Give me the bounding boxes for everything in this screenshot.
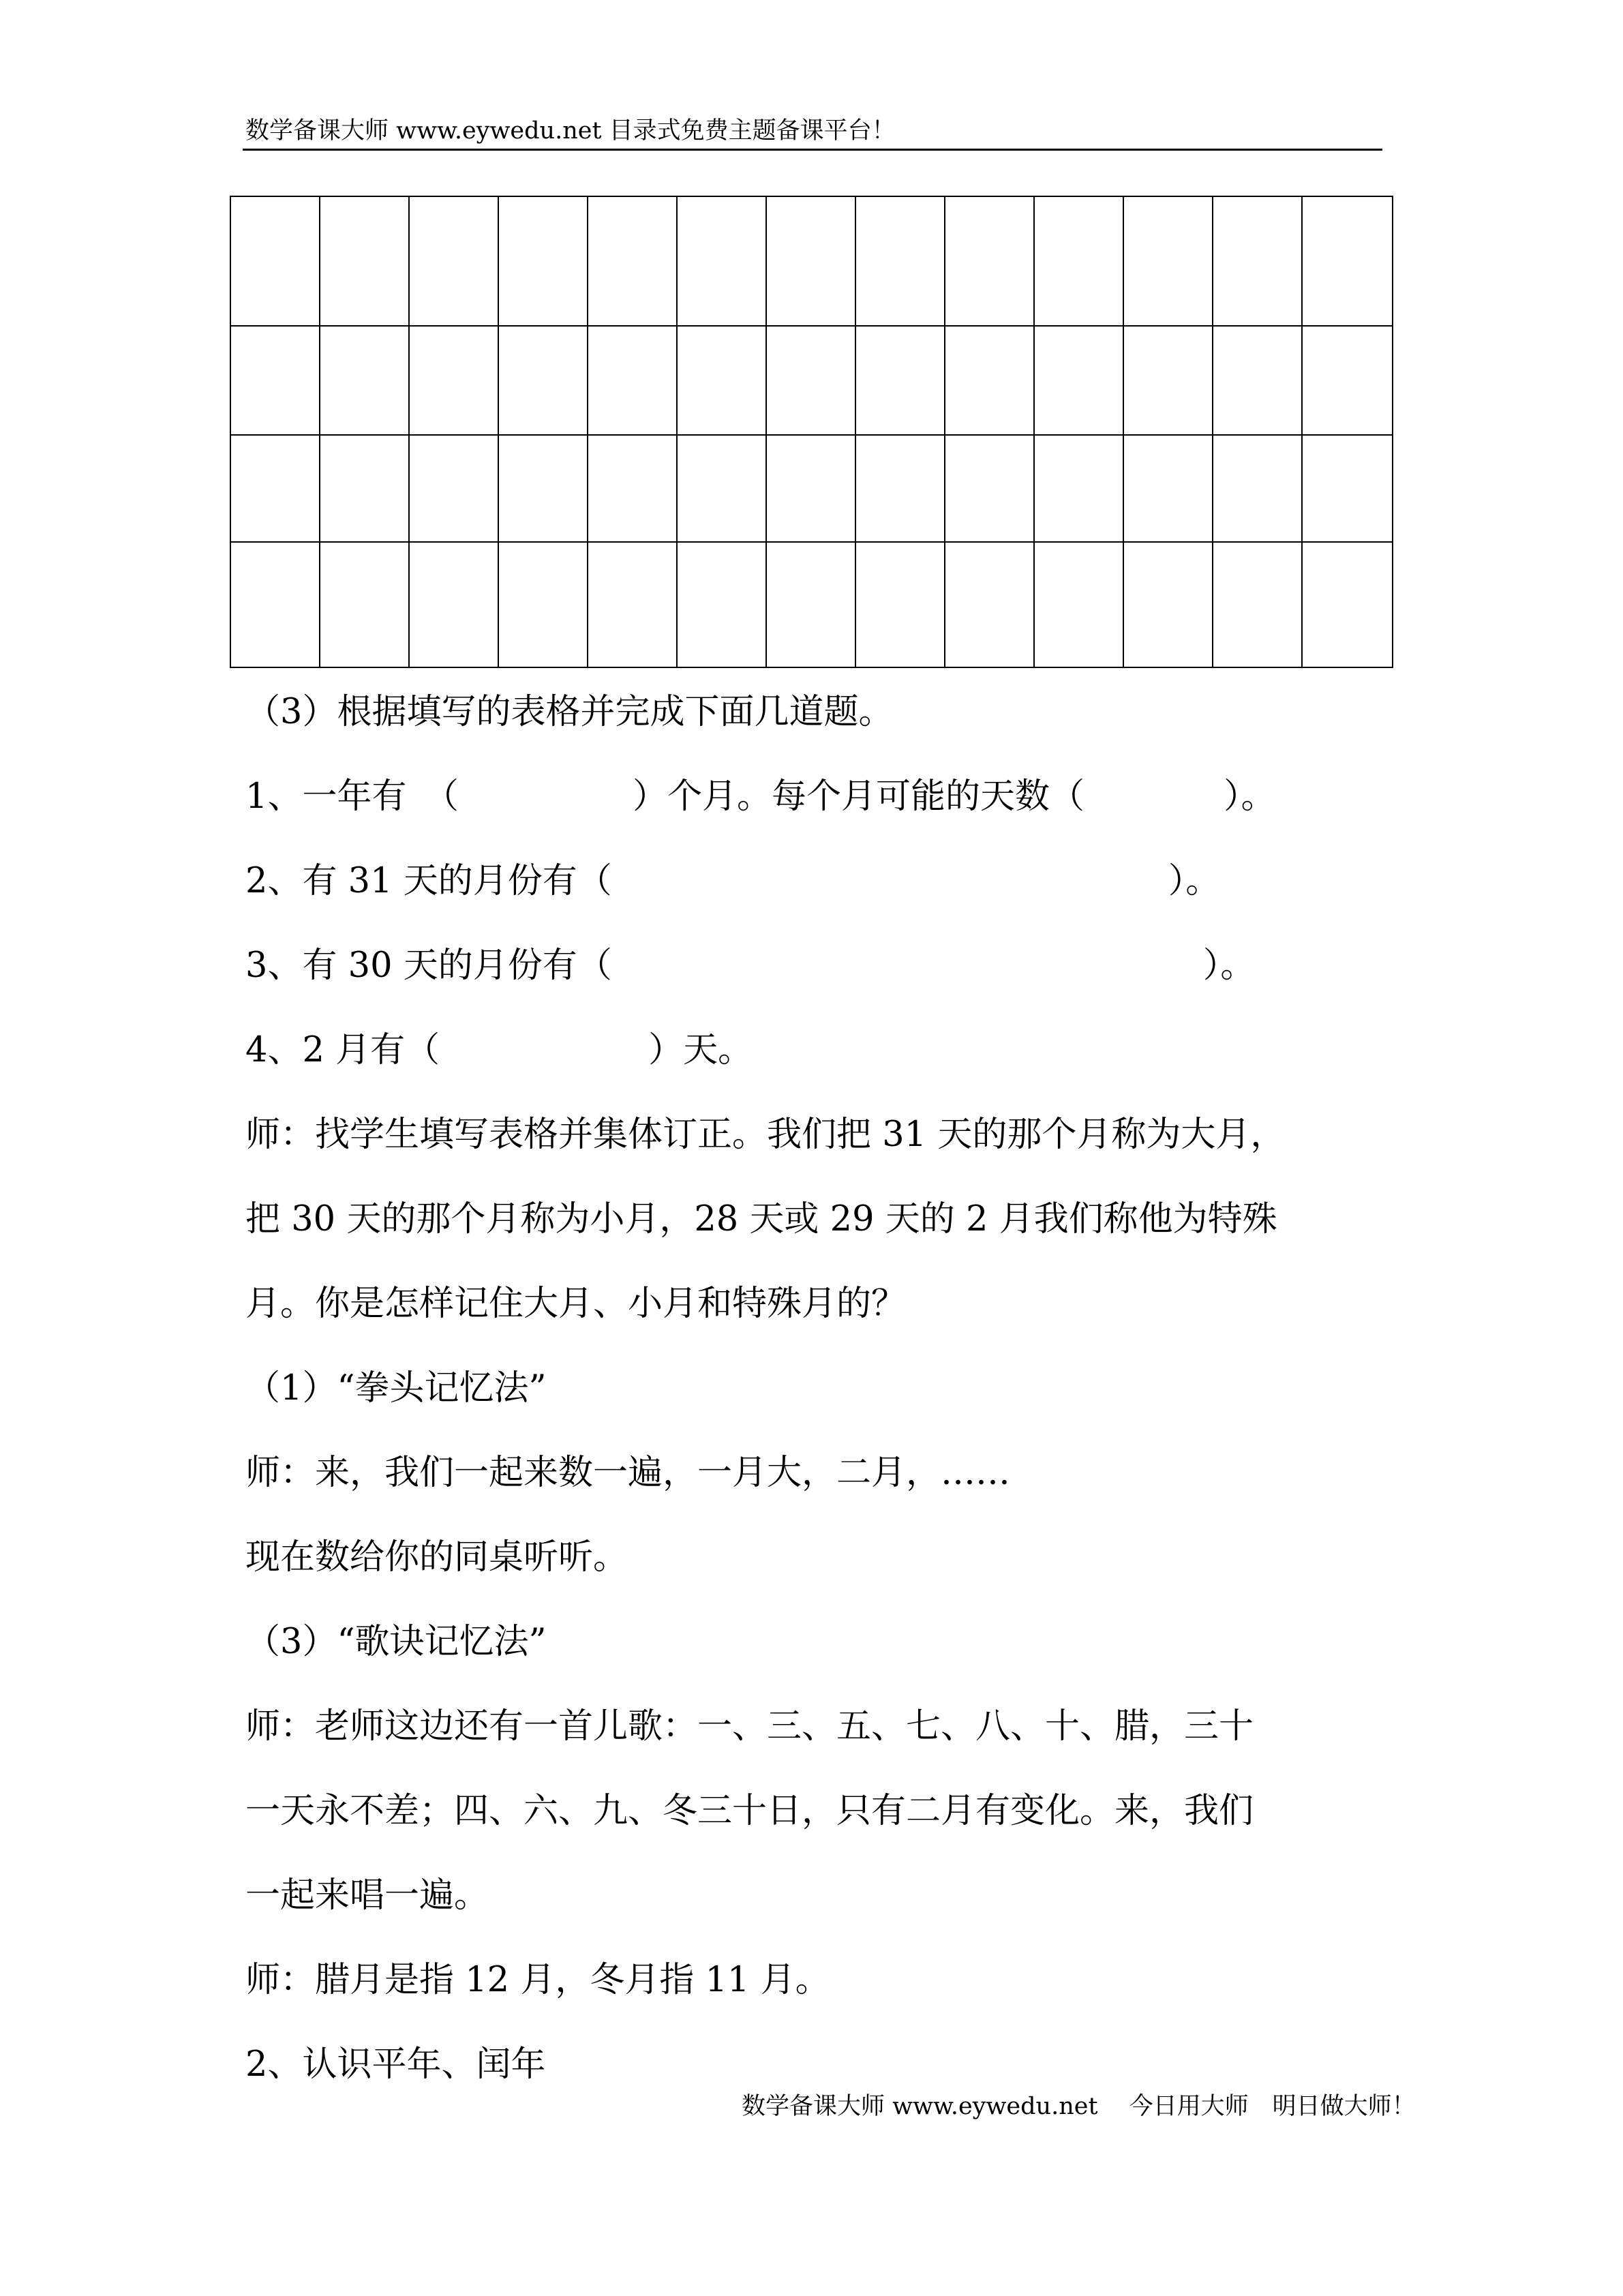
deskmate-line: 现在数给你的同桌听听。 bbox=[245, 1537, 628, 1577]
grid-cell bbox=[1302, 435, 1393, 542]
grid-cell bbox=[677, 196, 766, 326]
question-1: 1、一年有 （ ）个月。每个月可能的天数（ ）。 bbox=[245, 776, 1276, 817]
grid-cell bbox=[320, 542, 409, 667]
grid-cell bbox=[855, 542, 945, 667]
question-2: 2、有 31 天的月份有（ ）。 bbox=[245, 861, 1221, 901]
grid-cell bbox=[945, 542, 1034, 667]
grid-cell bbox=[945, 196, 1034, 326]
grid-cell bbox=[1123, 326, 1213, 435]
grid-cell bbox=[945, 435, 1034, 542]
grid-cell bbox=[1213, 196, 1302, 326]
teacher-paragraph-line-3: 月。你是怎样记住大月、小月和特殊月的？ bbox=[245, 1284, 907, 1324]
grid-cell bbox=[766, 542, 855, 667]
grid-cell bbox=[677, 435, 766, 542]
grid-cell bbox=[409, 542, 498, 667]
grid-cell bbox=[1302, 196, 1393, 326]
song-line-2: 一天永不差；四、六、九、冬三十日，只有二月有变化。来，我们 bbox=[245, 1791, 1254, 1831]
grid-cell bbox=[766, 435, 855, 542]
question-4: 4、2 月有（ ）天。 bbox=[245, 1030, 753, 1070]
grid-cell bbox=[588, 435, 677, 542]
grid-cell bbox=[1034, 542, 1123, 667]
grid-cell bbox=[1123, 435, 1213, 542]
grid-row bbox=[230, 326, 1393, 435]
grid-cell bbox=[588, 542, 677, 667]
lunar-month-note: 师：腊月是指 12 月，冬月指 11 月。 bbox=[245, 1960, 830, 2000]
grid-row bbox=[230, 542, 1393, 667]
song-line-1: 师：老师这边还有一首儿歌：一、三、五、七、八、十、腊，三十 bbox=[245, 1706, 1254, 1747]
month-days-grid bbox=[230, 196, 1393, 668]
grid-cell bbox=[230, 196, 320, 326]
grid-cell bbox=[230, 435, 320, 542]
grid-cell bbox=[409, 435, 498, 542]
teacher-paragraph-line-1: 师：找学生填写表格并集体订正。我们把 31 天的那个月称为大月， bbox=[245, 1115, 1286, 1155]
grid-cell bbox=[230, 542, 320, 667]
grid-cell bbox=[855, 326, 945, 435]
header-divider bbox=[243, 149, 1382, 151]
grid-cell bbox=[588, 326, 677, 435]
page-footer: 数学备课大师 www.eywedu.net 今日用大师 明日做大师！ bbox=[742, 2093, 1416, 2120]
question-intro: （3）根据填写的表格并完成下面几道题。 bbox=[245, 692, 894, 732]
teacher-paragraph-line-2: 把 30 天的那个月称为小月，28 天或 29 天的 2 月我们称他为特殊 bbox=[245, 1199, 1277, 1239]
grid-cell bbox=[498, 196, 588, 326]
grid-cell bbox=[498, 326, 588, 435]
song-method-heading: （3）“歌诀记忆法” bbox=[245, 1622, 547, 1662]
grid-cell bbox=[766, 196, 855, 326]
grid-cell bbox=[1034, 326, 1123, 435]
grid-cell bbox=[1213, 435, 1302, 542]
teacher-count-line: 师：来，我们一起来数一遍，一月大，二月，…… bbox=[245, 1453, 1011, 1493]
grid-cell bbox=[1034, 435, 1123, 542]
grid-cell bbox=[1302, 542, 1393, 667]
grid-cell bbox=[409, 196, 498, 326]
grid-cell bbox=[1034, 196, 1123, 326]
grid-cell bbox=[230, 326, 320, 435]
grid-row bbox=[230, 435, 1393, 542]
grid-cell bbox=[1123, 196, 1213, 326]
grid-cell bbox=[945, 326, 1034, 435]
grid-cell bbox=[1213, 542, 1302, 667]
grid-cell bbox=[320, 196, 409, 326]
page-header: 数学备课大师 www.eywedu.net 目录式免费主题备课平台！ bbox=[245, 117, 896, 145]
grid-cell bbox=[409, 326, 498, 435]
grid-cell bbox=[588, 196, 677, 326]
grid-cell bbox=[498, 542, 588, 667]
grid-cell bbox=[677, 542, 766, 667]
grid-cell bbox=[855, 196, 945, 326]
section-heading-leap-year: 2、认识平年、闰年 bbox=[245, 2044, 546, 2085]
grid-cell bbox=[855, 435, 945, 542]
grid-cell bbox=[1123, 542, 1213, 667]
grid-cell bbox=[320, 326, 409, 435]
grid-cell bbox=[320, 435, 409, 542]
fist-method-heading: （1）“拳头记忆法” bbox=[245, 1368, 547, 1408]
question-3: 3、有 30 天的月份有（ ）。 bbox=[245, 946, 1256, 986]
grid-cell bbox=[677, 326, 766, 435]
grid-row bbox=[230, 196, 1393, 326]
grid-cell bbox=[498, 435, 588, 542]
grid-cell bbox=[1302, 326, 1393, 435]
grid-cell bbox=[1213, 326, 1302, 435]
grid-cell bbox=[766, 326, 855, 435]
song-line-3: 一起来唱一遍。 bbox=[245, 1875, 489, 1916]
